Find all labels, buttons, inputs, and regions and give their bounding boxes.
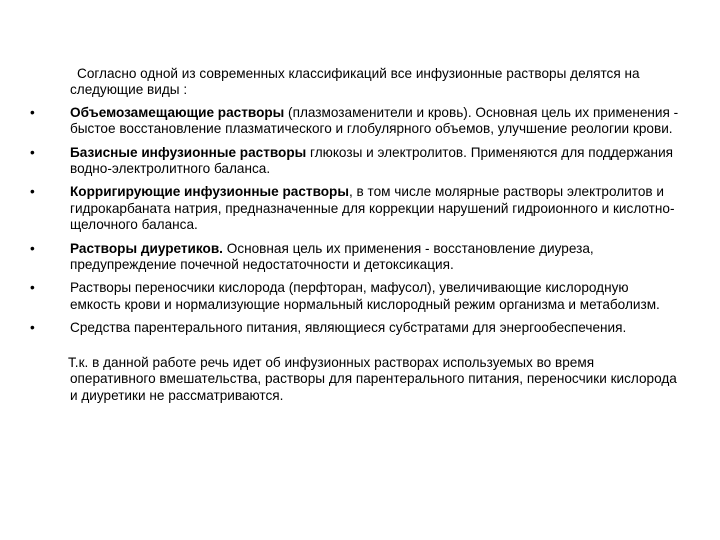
item-text: Средства парентерального питания, являющиеся субстратами для энергообеспечения. (70, 320, 627, 336)
item-text: , в том числе молярные растворы электролитов и гидрокарбаната натрия, предназначенные для коррекции нарушений гидроионного и кислотно-щелочного баланса. (70, 184, 675, 233)
item-bold-term: Базисные инфузионные растворы (70, 144, 307, 160)
item-text: (плазмозаменители и кровь). Основная цель их применения - быстое восстановление плазматического и глобулярного объемов, улучшение реологии крови. (70, 104, 679, 137)
item-bold-term: Растворы диуретиков. (70, 240, 223, 256)
list-item (30, 320, 680, 336)
item-text: Основная цель их применения - восстановление диуреза, предупреждение почечной недостаточности и детоксикация. (70, 240, 594, 273)
item-text: глюкозы и электролитов. Применяются для поддержания водно-электролитного баланса. (70, 144, 674, 177)
list-item (30, 105, 680, 138)
item-bold-term: Корригирующие инфузионные растворы (70, 184, 349, 200)
item-bold-term: Объемозамещающие растворы (70, 104, 285, 120)
slide-text-block (30, 66, 680, 404)
bullet-list (30, 105, 680, 337)
intro-paragraph: Согласно одной из современных классификаций все инфузионные растворы делятся на следующие виды : (70, 66, 640, 98)
bullet-dot: • (30, 184, 35, 200)
bullet-dot: • (30, 320, 35, 336)
bullet-dot: • (30, 104, 35, 120)
list-item (30, 280, 680, 313)
list-item (30, 145, 680, 178)
bullet-dot: • (30, 280, 35, 296)
list-item (30, 184, 680, 233)
outro-paragraph: Т.к. в данной работе речь идет об инфузионных растворах используемых во время оперативного вмешательства, растворы для парентерального питания, переносчики кислорода и диуретики не рассматриваются. (68, 354, 677, 403)
bullet-dot: • (30, 144, 35, 160)
item-text: Растворы переносчики кислорода (перфторан, мафусол), увеличивающие кислородную емкость крови и нормализующие нормальный кислородный режим организма и метаболизм. (70, 280, 660, 312)
list-item (30, 241, 680, 274)
bullet-dot: • (30, 240, 35, 256)
